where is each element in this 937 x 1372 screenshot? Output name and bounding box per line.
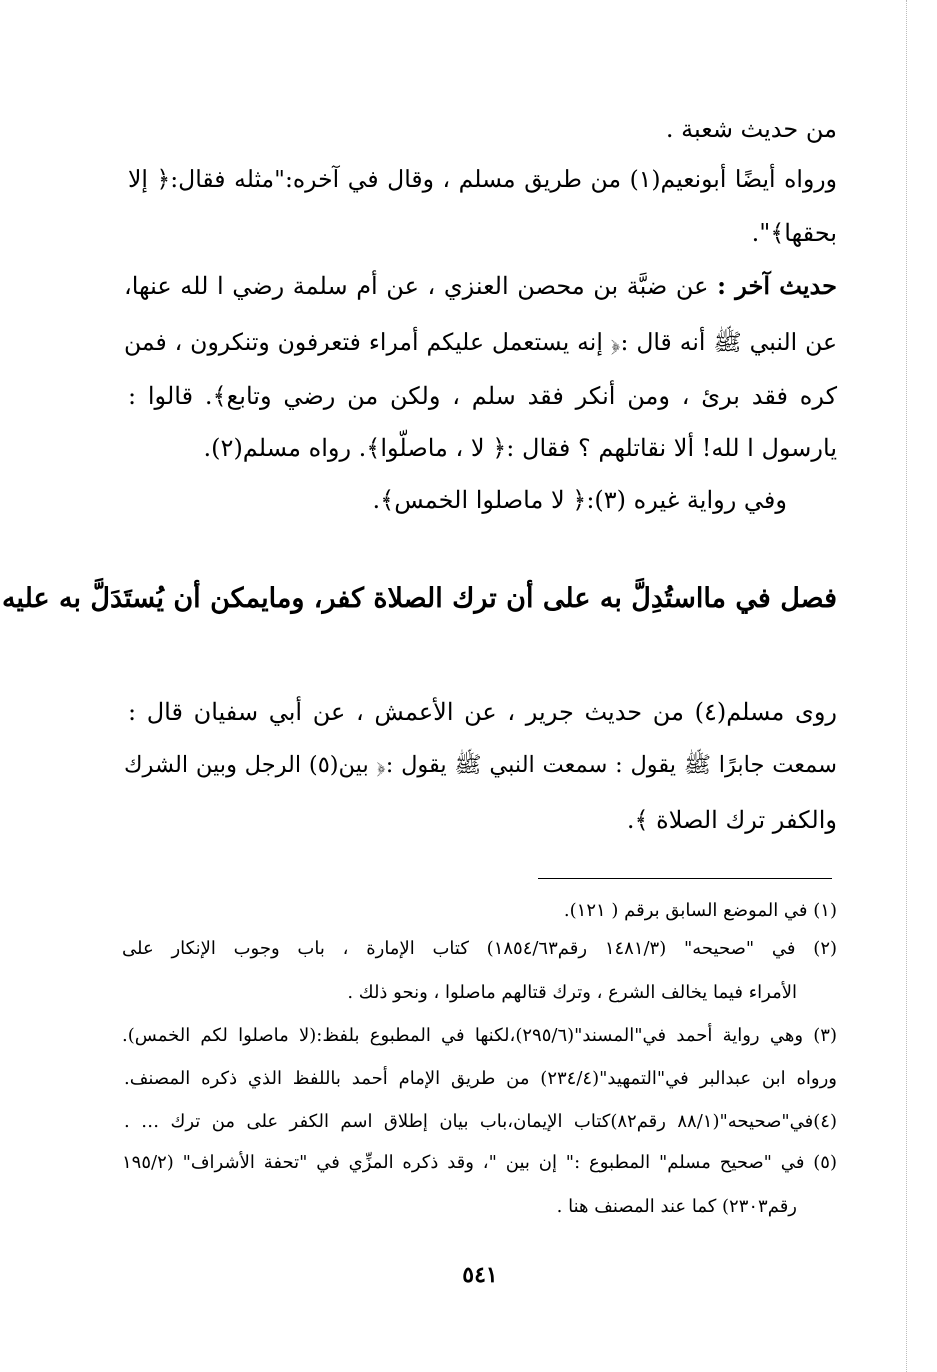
footnote-5-cont: رقم٢٣٠٣) كما عند المصنف هنا . <box>556 1196 797 1217</box>
body-line-7: يارسول ا لله! ألا نقاتلهم ؟ فقال :﴿ لا ، ماصلّوا﴾. رواه مسلم(٢). <box>203 434 837 462</box>
body-line-3: بحقها﴾". <box>751 219 837 247</box>
body-line-6: كره فقد برئ ، ومن أنكر فقد سلم ، ولكن من رضي وتابع﴾. قالوا : <box>128 382 837 410</box>
body-line-1: من حديث شعبة . <box>665 115 837 143</box>
body-line-8: وفي رواية غيره (٣):﴿ لا ماصلوا الخمس﴾. <box>372 486 787 514</box>
body-line-4 <box>124 272 837 301</box>
footnote-4: (٤)في"صحيحه"(٨٨/١ رقم٨٢)كتاب الإيمان،باب بيان إطلاق اسم الكفر على من ترك … . <box>124 1111 837 1132</box>
page-number: ٥٤١ <box>462 1262 498 1288</box>
section-line-1: روى مسلم(٤) من حديث جرير ، عن الأعمش ، عن أبي سفيان قال : <box>128 698 838 726</box>
footnote-1: (١) في الموضع السابق برقم ( ١٢١). <box>563 900 837 921</box>
page-edge-dots <box>906 0 917 1372</box>
footnote-3: (٣) وهي رواية أحمد في"المسند"(٢٩٥/٦)،لكنها في المطبوع بلفظ:(لا ماصلوا لكم الخمس). <box>122 1025 837 1046</box>
body-line-5: عن النبي ﷺ أنه قال :﴿ إنه يستعمل عليكم أمراء فتعرفون وتنكرون ، فمن <box>124 328 837 356</box>
hadith-label: حديث آخر : <box>717 271 837 300</box>
footnote-2-cont: الأمراء فيما يخالف الشرع ، وترك قتالهم ماصلوا ، ونحو ذلك . <box>347 982 797 1003</box>
footnote-2: (٢) في "صحيحه" (١٤٨١/٣ رقم١٨٥٤/٦٣) كتاب الإمارة ، باب وجوب الإنكار على <box>122 938 838 959</box>
section-line-2: سمعت جابرًا ﷺ يقول : سمعت النبي ﷺ يقول :﴿ بين(٥) الرجل وبين الشرك <box>124 752 837 778</box>
body-line-4-text: عن ضبَّة بن محصن العنزي ، عن أم سلمة رضي ا لله عنها، <box>124 272 709 300</box>
footnote-separator <box>538 878 832 879</box>
section-heading: فصل في مااستُدِلَّ به على أن ترك الصلاة كفر، ومايمكن أن يُستَدَلَّ به عليه <box>1 583 837 614</box>
footnote-5: (٥) في "صحيح مسلم" المطبوع :" إن بين "، وقد ذكره المزِّي في "تحفة الأشراف" (١٩٥/٢ <box>122 1152 837 1173</box>
footnote-3-cont: ورواه ابن عبدالبر في"التمهيد"(٢٣٤/٤) من طريق الإمام أحمد باللفظ الذي ذكره المصنف. <box>124 1068 837 1089</box>
section-line-3: والكفر ترك الصلاة ﴾. <box>626 806 837 834</box>
body-line-2: ورواه أيضًا أبونعيم(١) من طريق مسلم ، وقال في آخره:"مثله فقال:﴿ إلا <box>128 165 837 193</box>
